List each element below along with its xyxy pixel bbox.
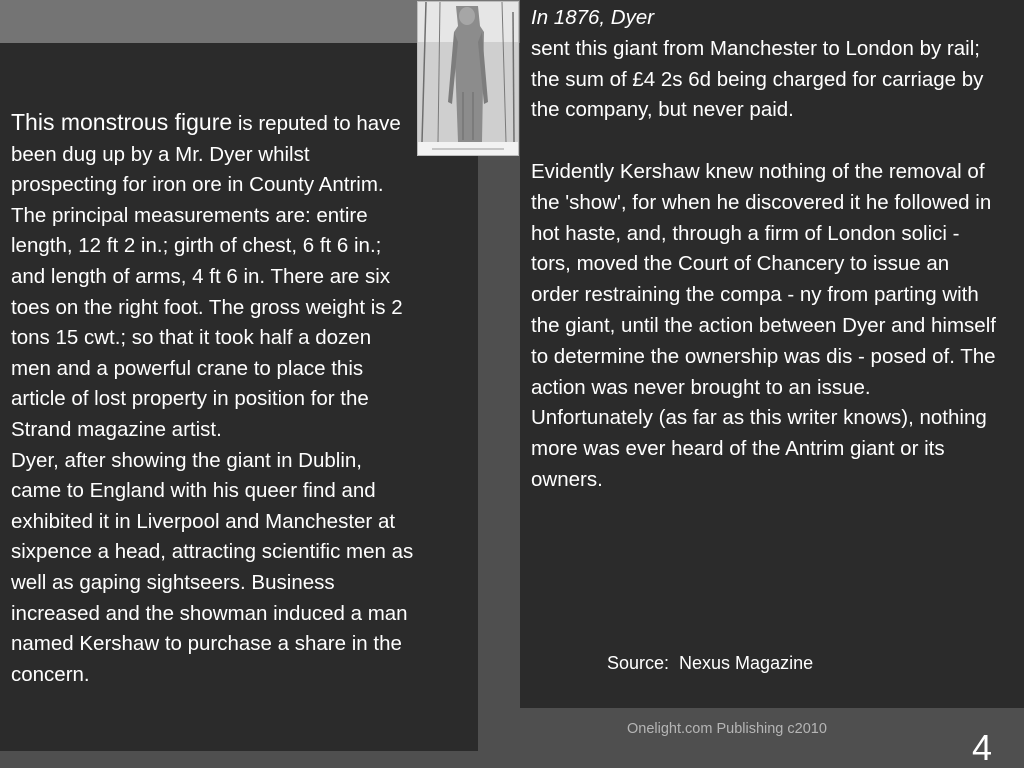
- paragraph-gap: [531, 126, 1001, 157]
- giant-photo-icon: [418, 2, 518, 155]
- left-column-text: [11, 107, 416, 690]
- source-line: Source: Nexus Magazine: [607, 653, 814, 673]
- right-paragraph-2: Evidently Kershaw knew nothing of the removal of the 'show', for when he discovered it he followed in hot haste, and, through a firm of London solici - tors, moved the Court of Chancery to issue an order restraining the compa - ny from parting with the giant, until the action between Dyer and himself to determine the ownership was dis - posed of. The action was never brought to an issue.: [531, 159, 996, 399]
- right-intro: In 1876, Dyer: [531, 6, 655, 29]
- left-paragraph-1: [11, 107, 416, 446]
- right-paragraph-3: Unfortunately (as far as this writer knows), nothing more was ever heard of the Antrim giant or its owners.: [531, 406, 987, 491]
- publisher-footer: Onelight.com Publishing c2010: [627, 721, 827, 737]
- giant-photo: [417, 1, 519, 156]
- lead-phrase: This monstrous figure: [11, 109, 233, 135]
- right-column-text: [531, 3, 1001, 496]
- right-paragraph-1: sent this giant from Manchester to London by rail; the sum of £4 2s 6d being charged for carriage by the company, but never paid.: [531, 36, 984, 122]
- left-paragraph-2: Dyer, after showing the giant in Dublin, came to England with his queer find and exhibited it in Liverpool and Manchester at sixpence a head, attracting scientific men as well as gaping sightseers. Business increased and the showman induced a man named Kershaw to purchase a share in the concern.: [11, 448, 414, 686]
- left-paragraph-1-body: is reputed to have been dug up by a Mr. Dyer whilst prospecting for iron ore in County Antrim. The principal measurements are: entire length, 12 ft 2 in.; girth of chest, 6 ft 6 in.; and length of arms, 4 ft 6 in. There are six toes on the right foot. The gross weight is 2 tons 15 cwt.; so that it took half a dozen men and a powerful crane to place this article of lost property in position for the Strand magazine artist.: [11, 112, 403, 441]
- page-number: 4: [972, 727, 993, 768]
